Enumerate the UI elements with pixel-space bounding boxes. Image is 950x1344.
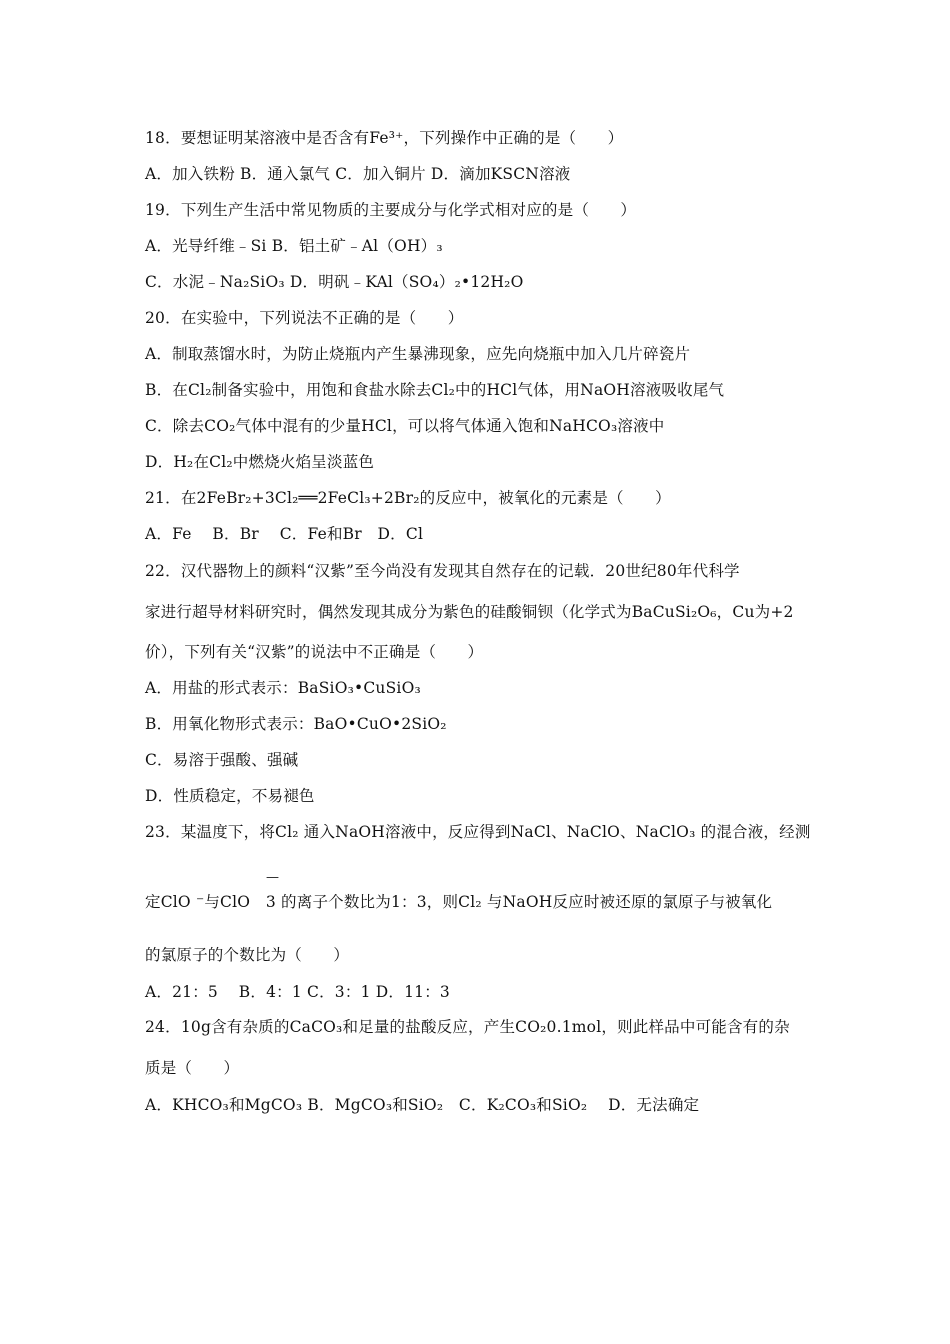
q22-option-d: D．性质稳定，不易褪色 bbox=[145, 787, 315, 805]
q23-stem-line1: 23．某温度下，将Cl₂ 通入NaOH溶液中，反应得到NaCl、NaClO、NaClO₃ 的混合液，经测 bbox=[145, 823, 811, 841]
q20-option-d: D．H₂在Cl₂中燃烧火焰呈淡蓝色 bbox=[145, 453, 375, 471]
q18-options: A．加入铁粉 B．通入氯气 C．加入铜片 D．滴加KSCN溶液 bbox=[145, 165, 571, 183]
q19-stem: 19．下列生产生活中常见物质的主要成分与化学式相对应的是（ ） bbox=[145, 201, 637, 219]
q21-stem: 21．在2FeBr₂+3Cl₂══2FeCl₃+2Br₂的反应中，被氧化的元素是（ ） bbox=[145, 489, 671, 507]
q22-stem-line3: 价），下列有关“汉紫”的说法中不正确是（ ） bbox=[145, 643, 484, 661]
q23-options: A．21：5 B．4：1 C．3：1 D．11：3 bbox=[145, 983, 450, 1001]
q22-option-c: C．易溶于强酸、强碱 bbox=[145, 751, 299, 769]
q20-option-a: A．制取蒸馏水时，为防止烧瓶内产生暴沸现象，应先向烧瓶中加入几片碎瓷片 bbox=[145, 345, 691, 363]
q24-stem-line1: 24．10g含有杂质的CaCO₃和足量的盐酸反应，产生CO₂0.1mol，则此样品中可能含有的杂 bbox=[145, 1018, 790, 1036]
q19-options-ab: A．光导纤维﹣Si B．铝土矿﹣Al（OH）₃ bbox=[145, 237, 443, 255]
q18-stem: 18．要想证明某溶液中是否含有Fe³⁺，下列操作中正确的是（ ） bbox=[145, 129, 624, 147]
q23-stem-line2: 定ClO ⁻与ClO 3 的离子个数比为1：3，则Cl₂ 与NaOH反应时被还原的氯原子与被氧化 bbox=[145, 893, 773, 911]
q23-chlorate-overbar: — bbox=[266, 870, 279, 885]
q22-stem-line2: 家进行超导材料研究时，偶然发现其成分为紫色的硅酸铜钡（化学式为BaCuSi₂O₆，Cu为+2 bbox=[145, 603, 794, 621]
q24-options: A．KHCO₃和MgCO₃ B．MgCO₃和SiO₂ C．K₂CO₃和SiO₂ D．无法确定 bbox=[145, 1096, 700, 1114]
q20-option-c: C．除去CO₂气体中混有的少量HCl，可以将气体通入饱和NaHCO₃溶液中 bbox=[145, 417, 665, 435]
q24-stem-line2: 质是（ ） bbox=[145, 1059, 240, 1077]
q22-option-a: A．用盐的形式表示：BaSiO₃•CuSiO₃ bbox=[145, 679, 421, 697]
q22-option-b: B．用氧化物形式表示：BaO•CuO•2SiO₂ bbox=[145, 715, 447, 733]
q20-option-b: B．在Cl₂制备实验中，用饱和食盐水除去Cl₂中的HCl气体，用NaOH溶液吸收尾气 bbox=[145, 381, 725, 399]
q21-options: A．Fe B．Br C．Fe和Br D．Cl bbox=[145, 525, 424, 543]
q19-options-cd: C．水泥﹣Na₂SiO₃ D．明矾﹣KAl（SO₄）₂•12H₂O bbox=[145, 273, 524, 291]
q20-stem: 20．在实验中，下列说法不正确的是（ ） bbox=[145, 309, 464, 327]
q22-stem-line1: 22．汉代器物上的颜料“汉紫”至今尚没有发现其自然存在的记载．20世纪80年代科学 bbox=[145, 562, 740, 580]
q23-stem-line3: 的氯原子的个数比为（ ） bbox=[145, 946, 350, 964]
